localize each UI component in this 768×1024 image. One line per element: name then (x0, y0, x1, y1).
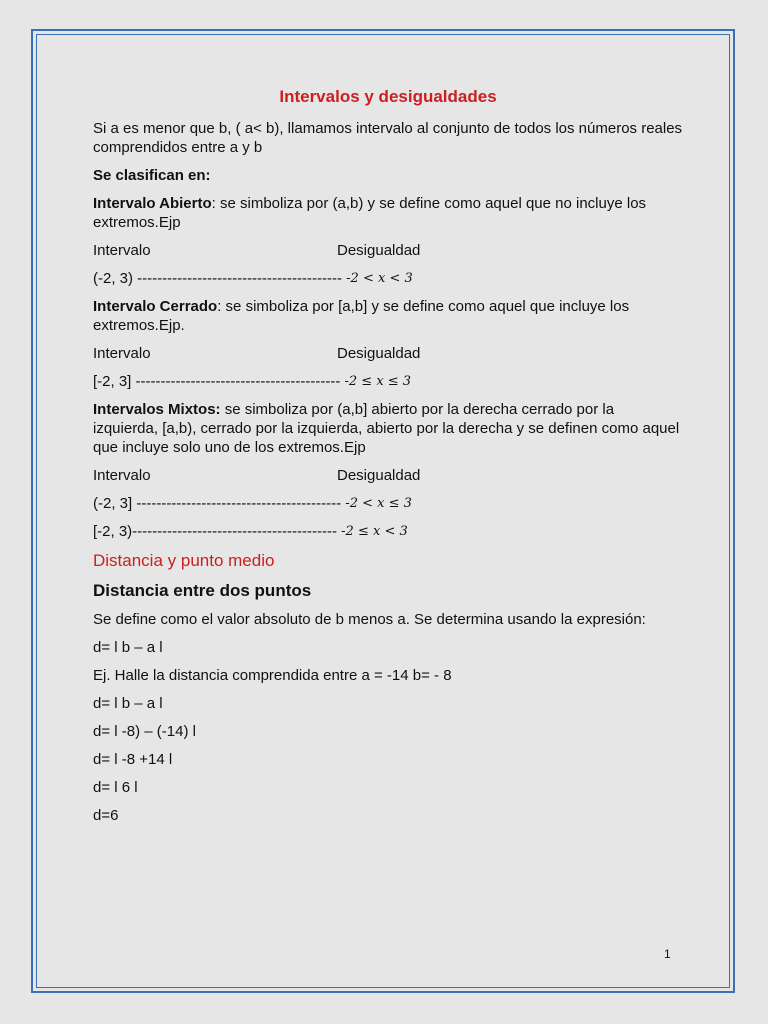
col-interval: Intervalo (93, 345, 151, 362)
open-header-row (93, 241, 683, 260)
example-inequality: -2 < x ≤ 3 (345, 496, 412, 511)
distance-definition: Se define como el valor absoluto de b menos a. Se determina usando la expresión: (93, 611, 646, 628)
closed-interval-definition (93, 297, 683, 335)
example-interval: (-2, 3] ----------------------------------------- (93, 495, 342, 512)
intro-paragraph: Si a es menor que b, ( a< b), llamamos intervalo al conjunto de todos los números reales comprendidos entre a y b (93, 120, 683, 156)
open-interval-definition (93, 194, 683, 232)
col-inequality: Desigualdad (337, 467, 421, 484)
mixed-interval-label: Intervalos Mixtos: (93, 401, 221, 418)
page-title: Intervalos y desigualdades (279, 87, 497, 106)
example-interval: [-2, 3)----------------------------------------- (93, 523, 337, 540)
col-inequality: Desigualdad (337, 345, 421, 362)
step-line: d= l 6 l (93, 779, 138, 796)
page-number: 1 (664, 947, 671, 961)
mixed-interval-definition (93, 400, 683, 457)
example-inequality: -2 ≤ x ≤ 3 (344, 374, 412, 389)
classify-heading: Se clasifican en: (93, 167, 211, 184)
closed-header-row (93, 344, 683, 363)
mixed-interval-text: se simboliza por (a,b] abierto por la derecha cerrado por la izquierda, [a,b), cerrado por la izquierda, abierto por la derecha y se definen como aquel que incluye solo uno de los extremos.Ejp (93, 401, 680, 456)
example-interval: [-2, 3] ----------------------------------------- (93, 373, 341, 390)
mixed-example-row (93, 494, 683, 513)
closed-interval-text: : se simboliza por [a,b] y se define como aquel que incluye los extremos.Ejp. (93, 298, 630, 334)
mixed-example-row (93, 522, 683, 541)
open-interval-text: : se simboliza por (a,b) y se define como aquel que no incluye los extremos.Ejp (93, 195, 647, 231)
open-interval-label: Intervalo Abierto (93, 195, 212, 212)
open-example-row (93, 269, 683, 288)
col-interval: Intervalo (93, 467, 151, 484)
step-line: d= l b – a l (93, 695, 163, 712)
step-line: d= l -8 +14 l (93, 751, 173, 768)
closed-example-row (93, 372, 683, 391)
example-interval: (-2, 3) ----------------------------------------- (93, 270, 342, 287)
section-heading-red: Distancia y punto medio (93, 551, 275, 570)
step-line: d= l -8) – (-14) l (93, 723, 196, 740)
distance-formula: d= l b – a l (93, 639, 163, 656)
col-interval: Intervalo (93, 242, 151, 259)
step-line: d=6 (93, 807, 119, 824)
closed-interval-label: Intervalo Cerrado (93, 298, 218, 315)
document-body (93, 86, 683, 834)
mixed-header-row (93, 466, 683, 485)
section-heading-bold: Distancia entre dos puntos (93, 581, 312, 600)
example-inequality: -2 < x < 3 (346, 271, 413, 286)
example-inequality: -2 ≤ x < 3 (341, 524, 408, 539)
col-inequality: Desigualdad (337, 242, 421, 259)
example-statement: Ej. Halle la distancia comprendida entre a = -14 b= - 8 (93, 667, 452, 684)
